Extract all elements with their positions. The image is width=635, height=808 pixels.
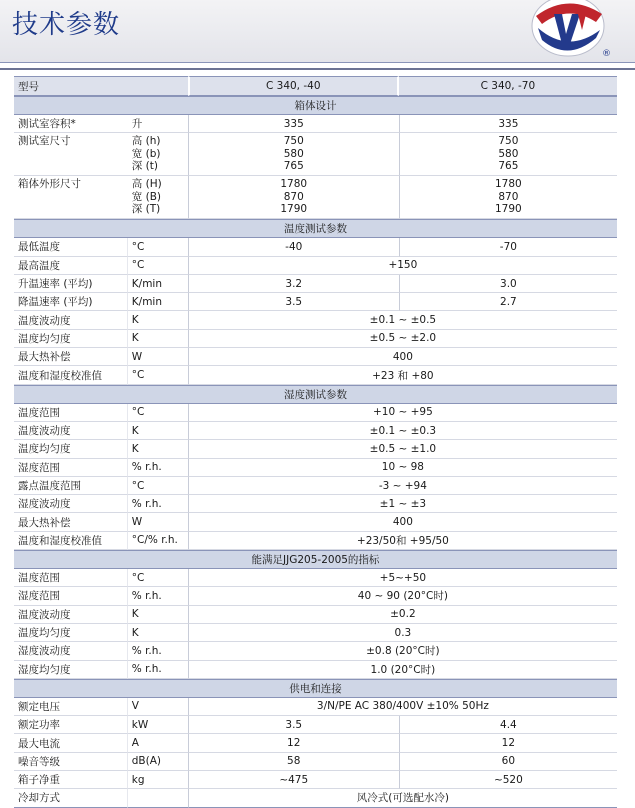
row-unit: % r.h.: [128, 495, 188, 513]
row-unit: K: [128, 440, 188, 458]
row-unit: W: [128, 513, 188, 531]
row-value-span: ±0.1 ~ ±0.5: [188, 311, 617, 329]
row-value-span: ±0.8 (20°C时): [188, 642, 617, 660]
row-unit: °C: [128, 404, 188, 422]
row-label: 温度波动度: [14, 422, 128, 440]
table-row: [14, 642, 617, 660]
table-row: [14, 587, 617, 605]
table-row: [14, 293, 617, 311]
row-value-1: 3.5: [188, 716, 399, 734]
row-value-span: 风冷式(可选配水冷): [188, 789, 617, 807]
row-label: 升温速率 (平均): [14, 275, 128, 293]
page-title: 技术参数: [12, 10, 121, 40]
row-value-2: ~520: [399, 771, 617, 789]
row-label: 箱子净重: [14, 771, 128, 789]
row-unit: K/min: [128, 275, 188, 293]
row-unit: K: [128, 422, 188, 440]
model-col1: C 340, -40: [188, 76, 399, 96]
row-value-span: -3 ~ +94: [188, 477, 617, 495]
section-jjg: 能满足JJG205-2005的指标: [14, 550, 617, 569]
row-value-span: 1.0 (20°C时): [188, 661, 617, 679]
table-row: [14, 789, 617, 807]
row-value-1: 1780 870 1790: [188, 176, 399, 219]
row-unit: 高 (H) 宽 (B) 深 (T): [128, 176, 188, 219]
row-label: 最高温度: [14, 257, 128, 275]
section-header: [14, 219, 617, 238]
row-value-span: 400: [188, 348, 617, 366]
table-row: [14, 606, 617, 624]
row-unit: kg: [128, 771, 188, 789]
row-label: 温度范围: [14, 569, 128, 587]
row-label: 测试室尺寸: [14, 133, 128, 176]
table-row: [14, 404, 617, 422]
power-rows: [14, 698, 617, 808]
row-unit: °C: [128, 477, 188, 495]
table-row: [14, 569, 617, 587]
row-label: 最低温度: [14, 238, 128, 256]
row-value-1: -40: [188, 238, 399, 256]
model-col2: C 340, -70: [399, 76, 617, 96]
row-label: 温度均匀度: [14, 624, 128, 642]
row-label: 温度和湿度校准值: [14, 366, 128, 384]
row-value-1: 12: [188, 734, 399, 752]
table-row: [14, 257, 617, 275]
row-label: 额定电压: [14, 698, 128, 716]
row-value-2: 60: [399, 753, 617, 771]
row-label: 温度波动度: [14, 606, 128, 624]
row-value-span: +150: [188, 257, 617, 275]
table-row: [14, 477, 617, 495]
table-row: [14, 440, 617, 458]
row-value-2: 1780 870 1790: [399, 176, 617, 219]
row-label: 露点温度范围: [14, 477, 128, 495]
header-bar: [0, 0, 635, 62]
table-row: [14, 771, 617, 789]
row-label: 温度均匀度: [14, 330, 128, 348]
row-value-span: ±0.2: [188, 606, 617, 624]
row-label: 温度均匀度: [14, 440, 128, 458]
table-row: [14, 716, 617, 734]
row-label: 额定功率: [14, 716, 128, 734]
row-unit: 升: [128, 115, 188, 133]
row-value-2: 2.7: [399, 293, 617, 311]
section-header: [14, 550, 617, 569]
table-row: [14, 698, 617, 716]
row-label: 温度范围: [14, 404, 128, 422]
row-value-2: 750 580 765: [399, 133, 617, 176]
row-value-span: +23 和 +80: [188, 366, 617, 384]
row-value-2: 335: [399, 115, 617, 133]
row-label: 冷却方式: [14, 789, 128, 807]
row-unit: °C: [128, 366, 188, 384]
uv-logo: [526, 0, 616, 60]
table-row: [14, 311, 617, 329]
row-unit: A: [128, 734, 188, 752]
table-row: [14, 661, 617, 679]
row-unit: K: [128, 330, 188, 348]
row-value-span: +10 ~ +95: [188, 404, 617, 422]
row-unit: °C/% r.h.: [128, 532, 188, 550]
registered-mark: ®: [602, 49, 611, 59]
row-label: 最大电流: [14, 734, 128, 752]
temperature-rows: [14, 238, 617, 384]
row-value-span: ±0.5 ~ ±1.0: [188, 440, 617, 458]
row-label: 噪音等级: [14, 753, 128, 771]
row-unit: K: [128, 624, 188, 642]
row-value-span: ±1 ~ ±3: [188, 495, 617, 513]
table-row: [14, 133, 617, 176]
table-row: [14, 348, 617, 366]
spec-table: [14, 76, 617, 808]
row-unit: W: [128, 348, 188, 366]
table-row: [14, 753, 617, 771]
row-unit: dB(A): [128, 753, 188, 771]
row-value-2: 3.0: [399, 275, 617, 293]
row-value-span: 40 ~ 90 (20°C时): [188, 587, 617, 605]
section-header: [14, 385, 617, 404]
section-cabinet: 箱体设计: [14, 96, 617, 115]
row-label: 湿度波动度: [14, 642, 128, 660]
table-row: [14, 238, 617, 256]
table-row: [14, 513, 617, 531]
row-unit: [128, 789, 188, 807]
row-value-span: 400: [188, 513, 617, 531]
row-value-1: 3.2: [188, 275, 399, 293]
row-unit: kW: [128, 716, 188, 734]
row-label: 温度和湿度校准值: [14, 532, 128, 550]
row-unit: % r.h.: [128, 459, 188, 477]
row-unit: °C: [128, 238, 188, 256]
row-value-2: -70: [399, 238, 617, 256]
section-power: 供电和连接: [14, 679, 617, 698]
row-unit: K: [128, 311, 188, 329]
table-row: [14, 532, 617, 550]
row-label: 降温速率 (平均): [14, 293, 128, 311]
row-label: 湿度范围: [14, 459, 128, 477]
table-row: [14, 176, 617, 219]
section-humidity: 湿度测试参数: [14, 385, 617, 404]
section-header: [14, 96, 617, 115]
row-label: 测试室容积*: [14, 115, 128, 133]
row-value-span: +23/50和 +95/50: [188, 532, 617, 550]
header-divider: [0, 62, 635, 63]
row-unit: 高 (h) 宽 (b) 深 (t): [128, 133, 188, 176]
row-value-1: ~475: [188, 771, 399, 789]
section-temperature: 温度测试参数: [14, 219, 617, 238]
row-label: 湿度均匀度: [14, 661, 128, 679]
section-header: [14, 679, 617, 698]
table-row: [14, 459, 617, 477]
row-value-2: 4.4: [399, 716, 617, 734]
row-unit: % r.h.: [128, 587, 188, 605]
row-unit: % r.h.: [128, 661, 188, 679]
table-row: [14, 115, 617, 133]
row-unit: °C: [128, 257, 188, 275]
row-value-span: 0.3: [188, 624, 617, 642]
model-row: [14, 76, 617, 96]
row-unit: °C: [128, 569, 188, 587]
row-unit: V: [128, 698, 188, 716]
table-row: [14, 495, 617, 513]
jjg-rows: [14, 569, 617, 679]
row-unit: K/min: [128, 293, 188, 311]
table-row: [14, 734, 617, 752]
row-value-span: +5~+50: [188, 569, 617, 587]
row-value-span: 3/N/PE AC 380/400V ±10% 50Hz: [188, 698, 617, 716]
row-value-span: ±0.5 ~ ±2.0: [188, 330, 617, 348]
table-row: [14, 366, 617, 384]
row-label: 湿度波动度: [14, 495, 128, 513]
row-unit: % r.h.: [128, 642, 188, 660]
row-label: 温度波动度: [14, 311, 128, 329]
humidity-rows: [14, 404, 617, 550]
row-value-span: ±0.1 ~ ±0.3: [188, 422, 617, 440]
row-label: 最大热补偿: [14, 348, 128, 366]
row-value-1: 3.5: [188, 293, 399, 311]
model-label: 型号: [14, 76, 188, 96]
table-row: [14, 330, 617, 348]
row-value-1: 58: [188, 753, 399, 771]
row-label: 湿度范围: [14, 587, 128, 605]
row-unit: K: [128, 606, 188, 624]
header-divider-thick: [0, 68, 635, 70]
row-value-2: 12: [399, 734, 617, 752]
row-value-1: 750 580 765: [188, 133, 399, 176]
table-row: [14, 422, 617, 440]
row-label: 箱体外形尺寸: [14, 176, 128, 219]
row-value-1: 335: [188, 115, 399, 133]
row-value-span: 10 ~ 98: [188, 459, 617, 477]
table-row: [14, 624, 617, 642]
table-row: [14, 275, 617, 293]
row-label: 最大热补偿: [14, 513, 128, 531]
